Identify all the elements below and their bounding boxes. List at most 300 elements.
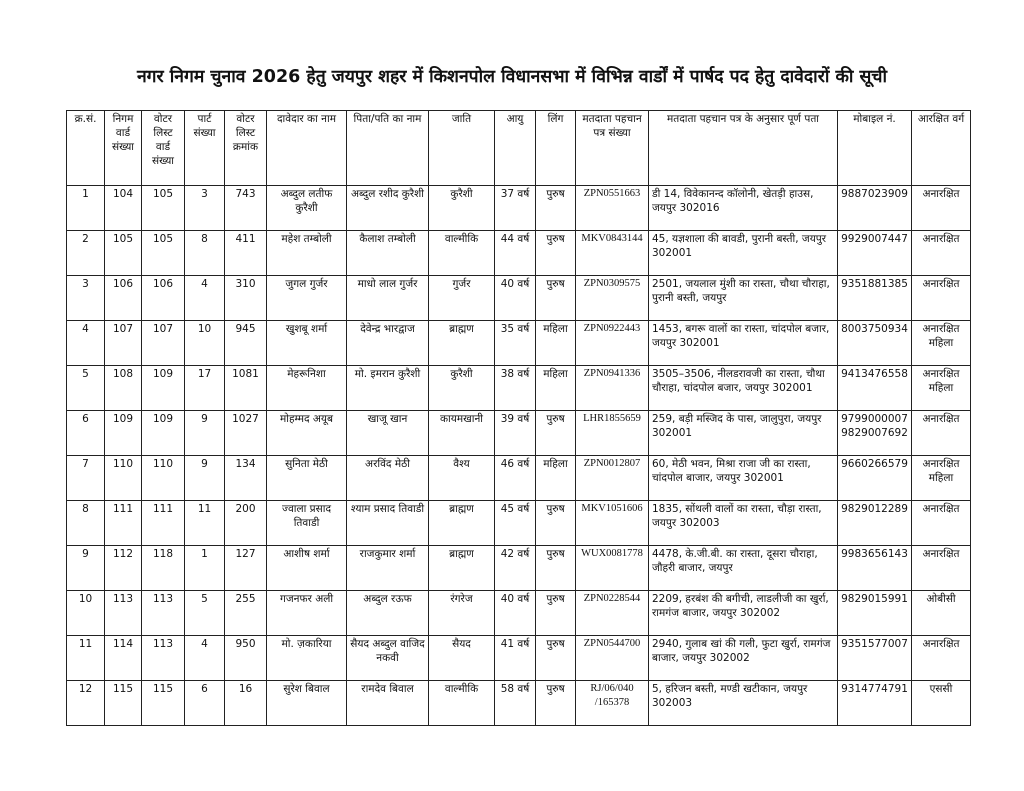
mobile-number: 9983656143 xyxy=(841,548,908,560)
table-row xyxy=(67,366,971,411)
part-number: 9 xyxy=(201,458,208,470)
gender: पुरुष xyxy=(546,638,565,650)
corporation-ward-number: 112 xyxy=(112,548,134,560)
voter-list-ward-number: 105 xyxy=(152,233,174,245)
candidate-name: गजनफर अली xyxy=(279,593,334,605)
table-row xyxy=(67,186,971,231)
table-row xyxy=(67,546,971,591)
reserved-category-cell xyxy=(912,501,971,546)
father-husband-name-cell xyxy=(347,591,429,636)
column-header: पिता/पति का नाम xyxy=(347,111,429,186)
gender: पुरुष xyxy=(546,278,565,290)
corporation-ward-number: 110 xyxy=(112,458,134,470)
caste-cell xyxy=(429,636,495,681)
father-husband-name: सैयद अब्दुल वाजिद नकवी xyxy=(350,638,425,664)
mobile-number-cell xyxy=(838,276,912,321)
reserved-category: अनारक्षित xyxy=(922,278,960,290)
candidate-name: मो. ज़कारिया xyxy=(281,638,332,650)
voter-id-number-cell xyxy=(576,636,649,681)
father-husband-name: खाजू खान xyxy=(367,413,408,425)
candidate-name-cell xyxy=(267,276,347,321)
column-header: क्र.सं. xyxy=(67,111,105,186)
reserved-category: ओबीसी xyxy=(926,593,956,605)
voter-list-ward-number: 110 xyxy=(152,458,174,470)
father-husband-name: देवेन्द्र भारद्वाज xyxy=(360,323,415,335)
full-address: 3505–3506, नीलडरावजी का रास्ता, चौथा चौराहा, चांदपोल बजार, जयपुर 302001 xyxy=(652,368,825,394)
mobile-number-cell xyxy=(838,231,912,276)
full-address-cell xyxy=(649,636,838,681)
voter-list-serial: 411 xyxy=(235,233,256,245)
column-header: आयु xyxy=(495,111,536,186)
part-number: 17 xyxy=(197,368,212,380)
part-number: 11 xyxy=(197,503,212,515)
voter-list-ward-number: 107 xyxy=(152,323,174,335)
gender-cell xyxy=(536,681,576,726)
caste: वैश्य xyxy=(453,458,470,470)
voter-id-number-cell xyxy=(576,546,649,591)
father-husband-name-cell xyxy=(347,681,429,726)
serial-number: 12 xyxy=(78,683,93,695)
serial-number-cell xyxy=(67,546,105,591)
voter-id-number: ZPN0544700 xyxy=(583,638,641,649)
full-address-cell xyxy=(649,411,838,456)
gender-cell xyxy=(536,546,576,591)
full-address-cell xyxy=(649,231,838,276)
full-address: 5, हरिजन बस्ती, मण्डी खटीकान, जयपुर 302003 xyxy=(652,683,808,709)
age: 42 वर्ष xyxy=(500,548,530,560)
part-number-cell xyxy=(185,411,225,456)
voter-id-number-cell xyxy=(576,366,649,411)
full-address-cell xyxy=(649,591,838,636)
voter-list-serial: 743 xyxy=(235,188,256,200)
gender: पुरुष xyxy=(546,413,565,425)
candidate-name-cell xyxy=(267,546,347,591)
father-husband-name-cell xyxy=(347,231,429,276)
corporation-ward-number: 113 xyxy=(112,593,134,605)
father-husband-name: रामदेव बिवाल xyxy=(361,683,414,695)
voter-list-ward-number-cell xyxy=(142,231,185,276)
candidate-name: सुनिता मेठी xyxy=(285,458,328,470)
part-number-cell xyxy=(185,681,225,726)
mobile-number-cell xyxy=(838,591,912,636)
corporation-ward-number-cell xyxy=(105,231,142,276)
part-number-cell xyxy=(185,636,225,681)
candidate-name-cell xyxy=(267,411,347,456)
gender: पुरुष xyxy=(546,548,565,560)
table-row xyxy=(67,411,971,456)
serial-number-cell xyxy=(67,411,105,456)
mobile-number-cell xyxy=(838,186,912,231)
column-header: पार्ट संख्या xyxy=(185,111,225,186)
voter-id-number: ZPN0551663 xyxy=(583,188,641,199)
father-husband-name: माधो लाल गुर्जर xyxy=(357,278,418,290)
corporation-ward-number-cell xyxy=(105,636,142,681)
gender: पुरुष xyxy=(546,503,565,515)
age-cell xyxy=(495,321,536,366)
part-number-cell xyxy=(185,186,225,231)
serial-number: 6 xyxy=(82,413,89,425)
part-number-cell xyxy=(185,501,225,546)
table-row xyxy=(67,456,971,501)
caste: रंगरेज xyxy=(450,593,473,605)
corporation-ward-number: 104 xyxy=(112,188,134,200)
reserved-category: अनारक्षित महिला xyxy=(922,323,960,349)
part-number-cell xyxy=(185,231,225,276)
voter-list-serial-cell xyxy=(225,636,267,681)
column-header: दावेदार का नाम xyxy=(267,111,347,186)
part-number: 1 xyxy=(201,548,208,560)
reserved-category-cell xyxy=(912,366,971,411)
candidate-name: ज्वाला प्रसाद तिवाडी xyxy=(281,503,332,529)
corporation-ward-number: 106 xyxy=(112,278,134,290)
gender-cell xyxy=(536,591,576,636)
candidate-name-cell xyxy=(267,636,347,681)
age: 45 वर्ष xyxy=(500,503,530,515)
table-row xyxy=(67,681,971,726)
gender-cell xyxy=(536,276,576,321)
part-number: 5 xyxy=(201,593,208,605)
page-title: नगर निगम चुनाव 2026 हेतु जयपुर शहर में किशनपोल विधानसभा में विभिन्न वार्डों में पार्षद पद हेतु दावेदारों की सूची xyxy=(136,67,888,87)
corporation-ward-number-cell xyxy=(105,411,142,456)
age: 44 वर्ष xyxy=(500,233,530,245)
mobile-number: 9799000007 9829007692 xyxy=(841,413,908,439)
reserved-category-cell xyxy=(912,186,971,231)
serial-number: 3 xyxy=(82,278,89,290)
corporation-ward-number-cell xyxy=(105,591,142,636)
candidate-name: सुरेश बिवाल xyxy=(283,683,330,695)
column-header: वोटर लिस्ट वार्ड संख्या xyxy=(142,111,185,186)
caste: वाल्मीकि xyxy=(444,683,479,695)
serial-number: 8 xyxy=(82,503,89,515)
part-number: 9 xyxy=(201,413,208,425)
age-cell xyxy=(495,276,536,321)
corporation-ward-number-cell xyxy=(105,456,142,501)
full-address: 2501, जयलाल मुंशी का रास्ता, चौथा चौराहा, पुरानी बस्ती, जयपुर xyxy=(652,278,830,304)
father-husband-name: अब्दुल रशीद कुरैशी xyxy=(350,188,425,200)
voter-list-ward-number-cell xyxy=(142,456,185,501)
corporation-ward-number: 114 xyxy=(112,638,134,650)
caste-cell xyxy=(429,546,495,591)
voter-list-ward-number-cell xyxy=(142,321,185,366)
reserved-category-cell xyxy=(912,636,971,681)
gender: पुरुष xyxy=(546,683,565,695)
voter-id-number-cell xyxy=(576,276,649,321)
serial-number-cell xyxy=(67,321,105,366)
mobile-number: 9829012289 xyxy=(841,503,908,515)
caste-cell xyxy=(429,276,495,321)
candidate-name-cell xyxy=(267,501,347,546)
voter-id-number-cell xyxy=(576,231,649,276)
candidate-name-cell xyxy=(267,366,347,411)
candidate-name: मोहम्मद अयूब xyxy=(279,413,333,425)
full-address-cell xyxy=(649,186,838,231)
corporation-ward-number: 115 xyxy=(112,683,134,695)
father-husband-name-cell xyxy=(347,366,429,411)
part-number: 10 xyxy=(197,323,212,335)
voter-list-ward-number-cell xyxy=(142,636,185,681)
voter-list-serial: 127 xyxy=(235,548,256,560)
age-cell xyxy=(495,501,536,546)
voter-list-serial-cell xyxy=(225,231,267,276)
reserved-category-cell xyxy=(912,321,971,366)
serial-number: 4 xyxy=(82,323,89,335)
voter-id-number-cell xyxy=(576,186,649,231)
mobile-number-cell xyxy=(838,636,912,681)
caste: ब्राह्मण xyxy=(449,503,474,515)
full-address: 1453, बगरू वालों का रास्ता, चांदपोल बजार, जयपुर 302001 xyxy=(652,323,830,349)
serial-number: 9 xyxy=(82,548,89,560)
reserved-category: अनारक्षित xyxy=(922,638,960,650)
age: 35 वर्ष xyxy=(500,323,530,335)
voter-list-serial-cell xyxy=(225,321,267,366)
mobile-number: 9413476558 xyxy=(841,368,908,380)
voter-id-number: ZPN0922443 xyxy=(583,323,641,334)
voter-list-ward-number: 111 xyxy=(152,503,174,515)
voter-id-number: MKV1051606 xyxy=(581,503,643,514)
voter-id-number-cell xyxy=(576,591,649,636)
corporation-ward-number-cell xyxy=(105,276,142,321)
caste: वाल्मीकि xyxy=(444,233,479,245)
table-body xyxy=(67,186,971,726)
full-address-cell xyxy=(649,681,838,726)
caste: कुरैशी xyxy=(450,368,473,380)
caste-cell xyxy=(429,321,495,366)
voter-list-ward-number: 109 xyxy=(152,368,174,380)
voter-list-ward-number-cell xyxy=(142,186,185,231)
reserved-category: अनारक्षित महिला xyxy=(922,458,960,484)
voter-id-number: ZPN0941336 xyxy=(583,368,641,379)
column-header: निगम वार्ड संख्या xyxy=(105,111,142,186)
serial-number: 5 xyxy=(82,368,89,380)
voter-id-number: ZPN0309575 xyxy=(583,278,641,289)
reserved-category: अनारक्षित xyxy=(922,503,960,515)
part-number: 4 xyxy=(201,278,208,290)
voter-list-serial: 1027 xyxy=(232,413,259,425)
serial-number-cell xyxy=(67,366,105,411)
voter-list-serial: 950 xyxy=(235,638,256,650)
voter-list-ward-number: 113 xyxy=(152,638,174,650)
voter-list-ward-number: 105 xyxy=(152,188,174,200)
voter-id-number-cell xyxy=(576,456,649,501)
voter-list-ward-number-cell xyxy=(142,591,185,636)
candidate-name: अब्दुल लतीफ कुरैशी xyxy=(280,188,333,214)
mobile-number: 8003750934 xyxy=(841,323,908,335)
voter-id-number: RJ/06/040 /165378 xyxy=(590,683,634,708)
reserved-category: अनारक्षित xyxy=(922,413,960,425)
voter-id-number: ZPN0228544 xyxy=(583,593,641,604)
voter-list-serial: 16 xyxy=(238,683,253,695)
gender-cell xyxy=(536,456,576,501)
serial-number-cell xyxy=(67,501,105,546)
serial-number-cell xyxy=(67,591,105,636)
voter-list-ward-number-cell xyxy=(142,546,185,591)
mobile-number: 9314774791 xyxy=(841,683,908,695)
part-number-cell xyxy=(185,591,225,636)
full-address: डी 14, विवेकानन्द कॉलोनी, खेतड़ी हाउस, जयपुर 302016 xyxy=(652,188,814,214)
mobile-number: 9660266579 xyxy=(841,458,908,470)
gender-cell xyxy=(536,321,576,366)
caste-cell xyxy=(429,591,495,636)
caste: कुरैशी xyxy=(450,188,473,200)
voter-list-serial-cell xyxy=(225,681,267,726)
voter-list-ward-number: 109 xyxy=(152,413,174,425)
part-number-cell xyxy=(185,546,225,591)
reserved-category-cell xyxy=(912,546,971,591)
corporation-ward-number-cell xyxy=(105,366,142,411)
voter-list-serial: 134 xyxy=(235,458,256,470)
column-header: आरक्षित वर्ग xyxy=(912,111,971,186)
column-header: जाति xyxy=(429,111,495,186)
father-husband-name: कैलाश तम्बोली xyxy=(359,233,416,245)
mobile-number-cell xyxy=(838,321,912,366)
candidate-name: मेहरूनिशा xyxy=(287,368,326,380)
candidate-name-cell xyxy=(267,231,347,276)
corporation-ward-number-cell xyxy=(105,186,142,231)
caste: ब्राह्मण xyxy=(449,548,474,560)
father-husband-name: अरविंद मेठी xyxy=(365,458,410,470)
serial-number-cell xyxy=(67,186,105,231)
father-husband-name: श्याम प्रसाद तिवाडी xyxy=(350,503,425,515)
voter-list-serial-cell xyxy=(225,276,267,321)
column-header: मतदाता पहचान पत्र के अनुसार पूर्ण पता xyxy=(649,111,838,186)
voter-list-serial-cell xyxy=(225,456,267,501)
full-address-cell xyxy=(649,366,838,411)
candidate-name-cell xyxy=(267,456,347,501)
age: 46 वर्ष xyxy=(500,458,530,470)
serial-number-cell xyxy=(67,276,105,321)
father-husband-name-cell xyxy=(347,186,429,231)
voter-list-ward-number-cell xyxy=(142,501,185,546)
father-husband-name-cell xyxy=(347,456,429,501)
corporation-ward-number: 109 xyxy=(112,413,134,425)
serial-number: 7 xyxy=(82,458,89,470)
candidate-name: जुगल गुर्जर xyxy=(285,278,328,290)
part-number-cell xyxy=(185,276,225,321)
mobile-number-cell xyxy=(838,681,912,726)
voter-id-number: ZPN0012807 xyxy=(583,458,641,469)
voter-id-number: WUX0081778 xyxy=(581,548,643,559)
candidate-name: महेश तम्बोली xyxy=(281,233,332,245)
father-husband-name-cell xyxy=(347,276,429,321)
father-husband-name-cell xyxy=(347,501,429,546)
voter-id-number-cell xyxy=(576,321,649,366)
voter-id-number: LHR1855659 xyxy=(583,413,641,424)
mobile-number: 9887023909 xyxy=(841,188,908,200)
voter-list-serial: 255 xyxy=(235,593,256,605)
mobile-number: 9351577007 xyxy=(841,638,908,650)
reserved-category-cell xyxy=(912,231,971,276)
serial-number: 11 xyxy=(78,638,93,650)
voter-list-serial: 1081 xyxy=(232,368,259,380)
caste-cell xyxy=(429,186,495,231)
table-row xyxy=(67,321,971,366)
candidate-name: आशीष शर्मा xyxy=(283,548,330,560)
serial-number-cell xyxy=(67,681,105,726)
part-number: 3 xyxy=(201,188,208,200)
candidate-name-cell xyxy=(267,186,347,231)
full-address: 4478, के.जी.बी. का रास्ता, दूसरा चौराहा, जौहरी बाजार, जयपुर xyxy=(652,548,818,574)
reserved-category-cell xyxy=(912,411,971,456)
corporation-ward-number-cell xyxy=(105,321,142,366)
part-number: 8 xyxy=(201,233,208,245)
voter-list-serial-cell xyxy=(225,501,267,546)
part-number-cell xyxy=(185,321,225,366)
caste: ब्राह्मण xyxy=(449,323,474,335)
full-address: 2209, हरबंश की बगीची, लाडलीजी का खुर्रा, रामगंज बाजार, जयपुर 302002 xyxy=(652,593,829,619)
candidate-name-cell xyxy=(267,591,347,636)
serial-number-cell xyxy=(67,456,105,501)
full-address: 2940, गुलाब खां की गली, फुटा खुर्रा, रामगंज बाजार, जयपुर 302002 xyxy=(652,638,831,664)
mobile-number: 9929007447 xyxy=(841,233,908,245)
table-header-row xyxy=(67,111,971,186)
reserved-category: अनारक्षित महिला xyxy=(922,368,960,394)
reserved-category: अनारक्षित xyxy=(922,188,960,200)
age: 40 वर्ष xyxy=(500,593,530,605)
gender: महिला xyxy=(543,368,568,380)
gender: महिला xyxy=(543,323,568,335)
full-address: 1835, सोंथली वालों का रास्ता, चौड़ा रास्ता, जयपुर 302003 xyxy=(652,503,822,529)
corporation-ward-number-cell xyxy=(105,681,142,726)
age-cell xyxy=(495,636,536,681)
corporation-ward-number-cell xyxy=(105,546,142,591)
father-husband-name: अब्दुल रऊफ xyxy=(363,593,412,605)
mobile-number-cell xyxy=(838,546,912,591)
voter-list-serial: 310 xyxy=(235,278,256,290)
father-husband-name-cell xyxy=(347,411,429,456)
full-address-cell xyxy=(649,321,838,366)
age-cell xyxy=(495,591,536,636)
gender: पुरुष xyxy=(546,233,565,245)
reserved-category-cell xyxy=(912,456,971,501)
mobile-number-cell xyxy=(838,501,912,546)
part-number: 6 xyxy=(201,683,208,695)
father-husband-name-cell xyxy=(347,321,429,366)
gender: महिला xyxy=(543,458,568,470)
gender: पुरुष xyxy=(546,593,565,605)
part-number-cell xyxy=(185,366,225,411)
mobile-number-cell xyxy=(838,366,912,411)
father-husband-name: मो. इमरान कुरैशी xyxy=(354,368,421,380)
age: 39 वर्ष xyxy=(500,413,530,425)
voter-list-serial-cell xyxy=(225,411,267,456)
column-header: मोबाइल नं. xyxy=(838,111,912,186)
voter-list-ward-number: 113 xyxy=(152,593,174,605)
voter-list-serial: 200 xyxy=(235,503,256,515)
full-address: 60, मेठी भवन, मिश्रा राजा जी का रास्ता, चांदपोल बाजार, जयपुर 302001 xyxy=(652,458,811,484)
father-husband-name: राजकुमार शर्मा xyxy=(359,548,416,560)
voter-id-number-cell xyxy=(576,411,649,456)
voter-list-ward-number-cell xyxy=(142,411,185,456)
reserved-category: अनारक्षित xyxy=(922,233,960,245)
age-cell xyxy=(495,186,536,231)
gender-cell xyxy=(536,186,576,231)
voter-id-number-cell xyxy=(576,501,649,546)
caste: कायमखानी xyxy=(439,413,483,425)
full-address-cell xyxy=(649,501,838,546)
serial-number-cell xyxy=(67,231,105,276)
full-address-cell xyxy=(649,276,838,321)
caste-cell xyxy=(429,456,495,501)
age-cell xyxy=(495,231,536,276)
mobile-number-cell xyxy=(838,456,912,501)
corporation-ward-number: 105 xyxy=(112,233,134,245)
voter-list-serial: 945 xyxy=(235,323,256,335)
mobile-number: 9829015991 xyxy=(841,593,908,605)
gender-cell xyxy=(536,636,576,681)
corporation-ward-number: 111 xyxy=(112,503,134,515)
gender-cell xyxy=(536,366,576,411)
table-row xyxy=(67,591,971,636)
